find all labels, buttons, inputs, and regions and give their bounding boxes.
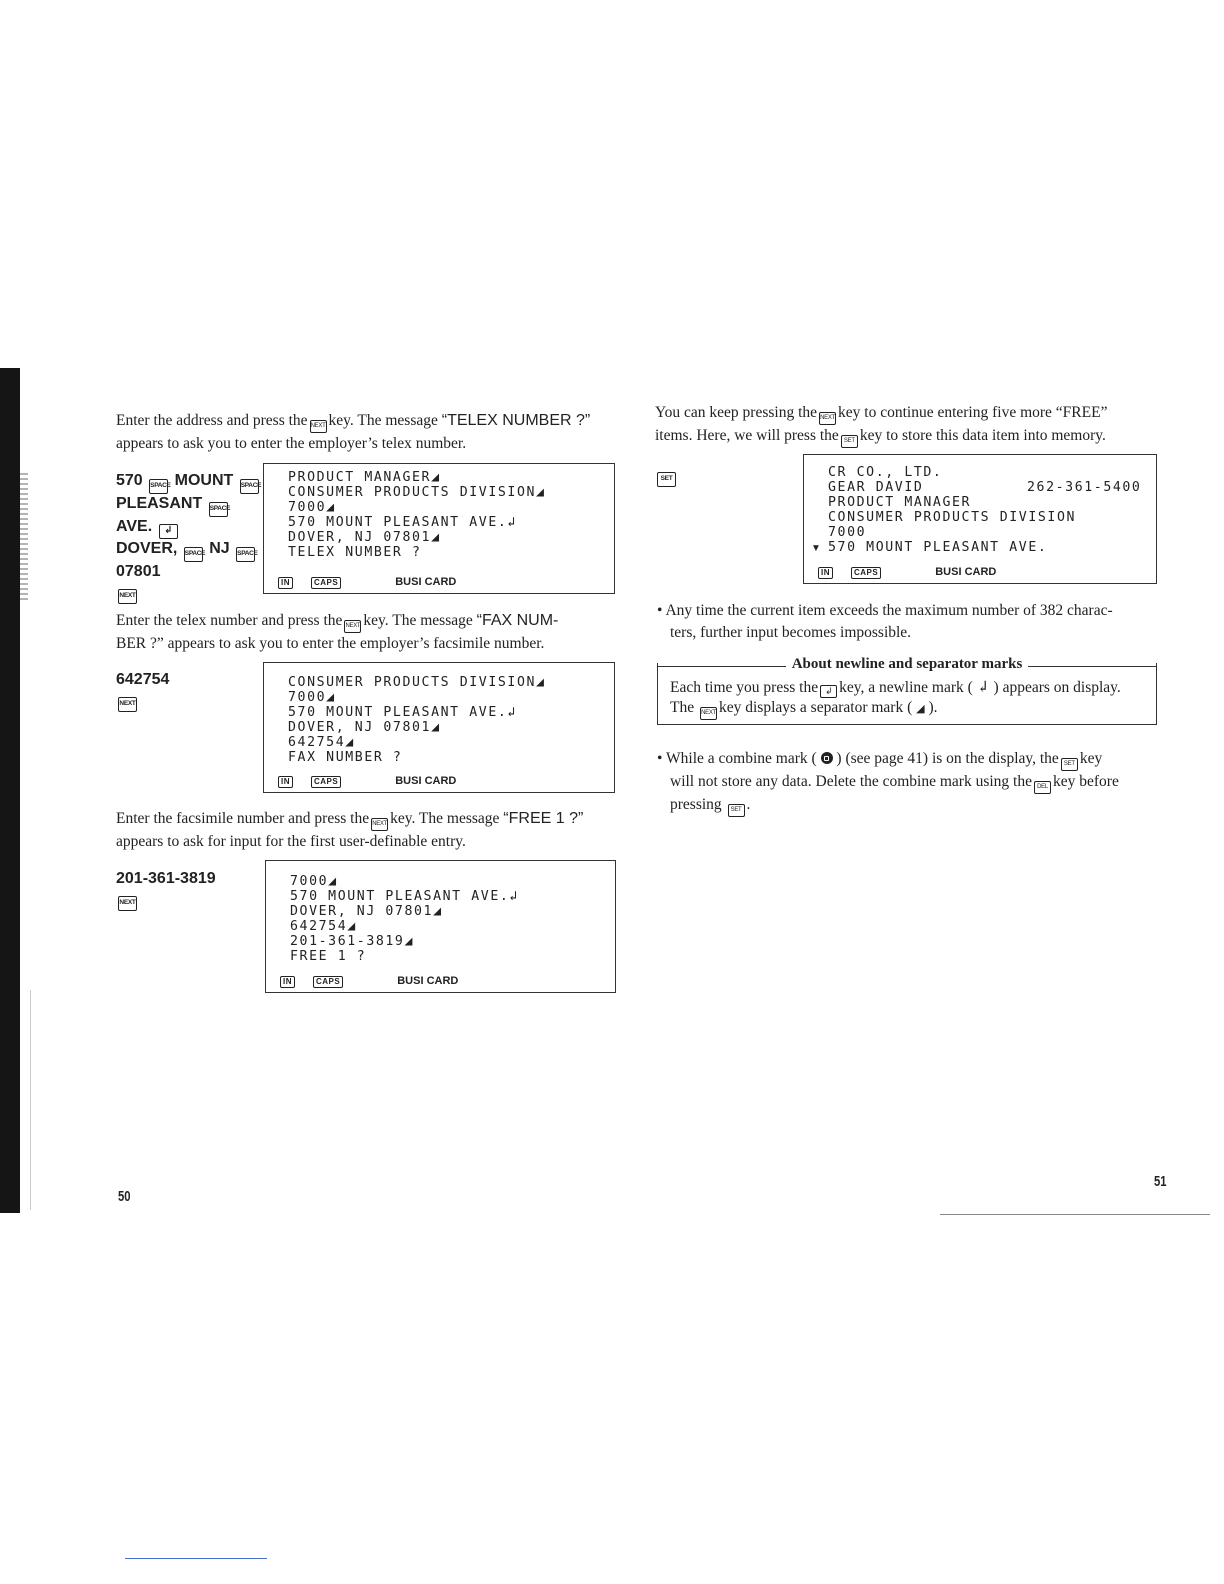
set-key-icon: SET (728, 804, 745, 817)
binding-speckle (20, 470, 28, 600)
next-key-icon: NEXT (700, 707, 717, 720)
keystroke-sequence-4 (655, 464, 678, 487)
caps-indicator: CAPS (311, 577, 341, 589)
keystroke-sequence-1: 570 SPACE MOUNT SPACE PLEASANT SPACE AVE. ↲ DOVER, SPACE NJ SPACE 07801 NEXT (116, 471, 261, 604)
separator-mark-icon: ◢ (916, 703, 925, 715)
in-indicator: IN (278, 577, 293, 589)
lcd-display-2 (263, 662, 615, 793)
newline-mark-icon: ↲ (976, 679, 990, 696)
lcd-text: CONSUMER PRODUCTS DIVISION◢ 7000◢ 570 MOUNT PLEASANT AVE.↲ DOVER, NJ 07801◢ 642754◢ FAX NUMBER ? (288, 675, 546, 765)
lcd-display-4 (803, 454, 1157, 584)
keystroke-sequence-3: 201-361-3819 NEXT (116, 869, 216, 911)
bullet-item-2: • While a combine mark ( ) (see page 41) is on the display, the SET key will not store any data. Delete the combine mark using the DEL key before pressing SET . (657, 748, 1162, 817)
set-key-icon: SET (657, 472, 676, 487)
caps-indicator: CAPS (311, 776, 341, 788)
mode-label: BUSI CARD (395, 576, 457, 588)
note-body: Each time you press the ↲ key, a newline mark ( ↲ ) appears on display. The NEXT key displays a separator mark ( ◢ ). (670, 678, 1150, 720)
next-key-icon: NEXT (344, 620, 361, 633)
note-title: About newline and separator marks (657, 656, 1157, 673)
left-para-1: Enter the address and press the NEXT key. The message “TELEX NUMBER ?” appears to ask you to enter the employer’s telex number. (116, 412, 591, 452)
in-indicator: IN (818, 567, 833, 579)
lcd-phone-number: 262-361-5400 (1027, 480, 1142, 495)
next-key-icon: NEXT (118, 896, 137, 911)
lcd-text: 7000◢ 570 MOUNT PLEASANT AVE.↲ DOVER, NJ 07801◢ 642754◢ 201-361-3819◢ FREE 1 ? (290, 874, 519, 964)
lcd-status-bar (280, 975, 458, 988)
lcd-display-1 (263, 463, 615, 594)
set-key-icon: SET (1061, 758, 1078, 771)
lcd-text: CR CO., LTD. GEAR DAVID PRODUCT MANAGER CONSUMER PRODUCTS DIVISION 7000 570 MOUNT PLEASANT AVE. (828, 465, 1077, 555)
lcd-display-3 (265, 860, 616, 993)
bullet-item-1: • Any time the current item exceeds the maximum number of 382 charac- ters, further input becomes impossible. (657, 602, 1113, 641)
next-key-icon: NEXT (118, 697, 137, 712)
return-key-icon: ↲ (159, 524, 178, 539)
mode-label: BUSI CARD (935, 566, 997, 578)
in-indicator: IN (278, 776, 293, 788)
scan-hairline-blue (125, 1558, 267, 1559)
binding-shadow (0, 368, 20, 1213)
space-key-icon: SPACE (184, 547, 203, 562)
left-para-3: Enter the facsimile number and press the NEXT key. The message “FREE 1 ?” appears to ask for input for the first user-definable entry. (116, 810, 584, 850)
lcd-text: PRODUCT MANAGER◢ CONSUMER PRODUCTS DIVISION◢ 7000◢ 570 MOUNT PLEASANT AVE.↲ DOVER, NJ 07801◢ TELEX NUMBER ? (288, 470, 546, 560)
gutter-marks (26, 990, 40, 1210)
right-para-1: You can keep pressing the NEXT key to continue entering five more “FREE” items. Here, we will press the SET key to store this data item into memory. (655, 402, 1160, 448)
next-key-icon: NEXT (819, 412, 836, 425)
scan-hairline (940, 1214, 1210, 1215)
keystroke-sequence-2: 642754 NEXT (116, 670, 169, 712)
lcd-status-bar (278, 775, 456, 788)
page-number-left: 50 (118, 1188, 131, 1205)
caps-indicator: CAPS (313, 976, 343, 988)
next-key-icon: NEXT (371, 818, 388, 831)
scroll-down-icon: ▼ (811, 543, 821, 554)
next-key-icon: NEXT (310, 420, 327, 433)
next-key-icon: NEXT (118, 589, 137, 604)
space-key-icon: SPACE (240, 479, 259, 494)
return-key-icon: ↲ (820, 685, 837, 698)
in-indicator: IN (280, 976, 295, 988)
space-key-icon: SPACE (236, 547, 255, 562)
combine-mark-icon (821, 752, 833, 764)
space-key-icon: SPACE (149, 479, 168, 494)
mode-label: BUSI CARD (397, 975, 459, 987)
set-key-icon: SET (841, 435, 858, 448)
lcd-status-bar (818, 566, 996, 579)
mode-label: BUSI CARD (395, 775, 457, 787)
caps-indicator: CAPS (851, 567, 881, 579)
lcd-status-bar (278, 576, 456, 589)
space-key-icon: SPACE (209, 502, 228, 517)
del-key-icon: DEL (1034, 781, 1051, 794)
page-number-right: 51 (1154, 1173, 1167, 1190)
left-para-2: Enter the telex number and press the NEXT key. The message “FAX NUM- BER ?” appears to ask you to enter the employer’s facsimile number. (116, 612, 559, 652)
